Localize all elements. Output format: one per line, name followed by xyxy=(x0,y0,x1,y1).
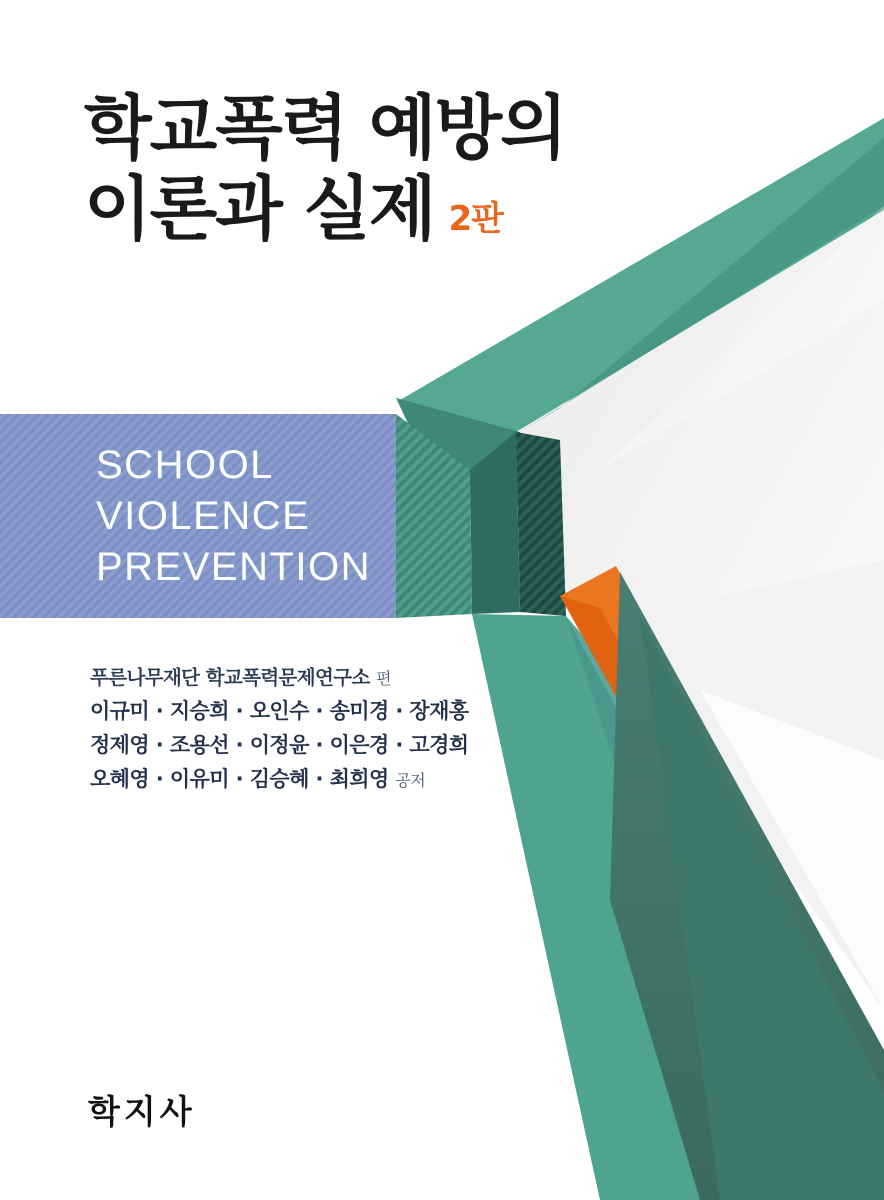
english-title-line-1: SCHOOL xyxy=(96,443,274,487)
author-line-3-names: 오혜영 · 이유미 · 김승혜 · 최희영 xyxy=(90,766,389,791)
edition-badge: 2판 xyxy=(448,198,503,239)
title-line-1: 학교폭력 예방의 xyxy=(84,87,566,169)
title-block xyxy=(84,88,724,249)
author-line-1: 이규미 · 지승희 · 오인수 · 송미경 · 장재홍 xyxy=(90,698,469,723)
author-line-2: 정제영 · 조용선 · 이정윤 · 이은경 · 고경희 xyxy=(90,732,469,757)
author-organization-suffix: 편 xyxy=(375,669,391,688)
author-line-3-suffix: 공저 xyxy=(395,770,426,790)
author-organization-name: 푸른나무재단 학교폭력문제연구소 xyxy=(90,666,370,689)
author-line-3 xyxy=(90,762,510,796)
author-block xyxy=(90,662,510,796)
title-line-2: 이론과 실제 xyxy=(84,167,435,250)
author-organization xyxy=(90,662,510,694)
title-line-2-row xyxy=(84,169,724,250)
publisher-logo: 학지사 xyxy=(88,1092,196,1131)
english-title-line-2: VIOLENCE xyxy=(96,494,311,539)
english-title xyxy=(96,440,371,594)
english-title-line-3: PREVENTION xyxy=(96,545,372,590)
